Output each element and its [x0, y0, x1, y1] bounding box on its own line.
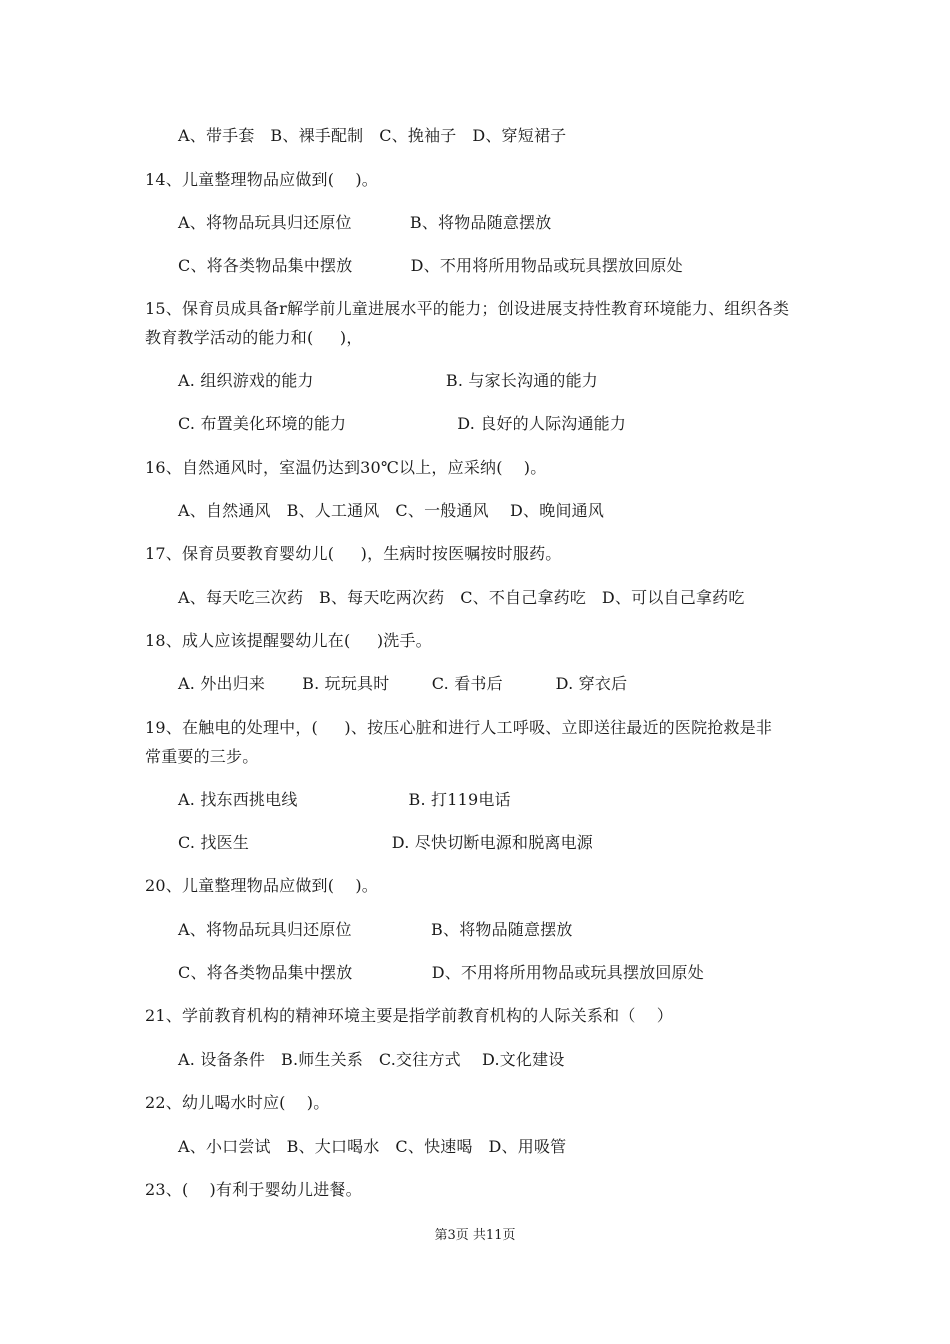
q20-options-ab: A、将物品玩具归还原位 B、将物品随意摆放: [178, 920, 573, 939]
q19-options-cd: C. 找医生 D. 尽快切断电源和脱离电源: [178, 833, 593, 852]
q21-text: 21、学前教育机构的精神环境主要是指学前教育机构的人际关系和（ ）: [145, 1006, 673, 1025]
q13-options: A、带手套 B、裸手配制 C、挽袖子 D、穿短裙子: [178, 126, 567, 145]
q15-text-line1: 15、保育员成具备r解学前儿童进展水平的能力；创设进展支持性教育环境能力、组织各类: [145, 299, 790, 318]
q19-options-ab: A. 找东西挑电线 B. 打119电话: [178, 790, 511, 809]
q17-options: A、每天吃三次药 B、每天吃两次药 C、不自己拿药吃 D、可以自己拿药吃: [178, 588, 745, 607]
page-number-footer: 第3页 共11页: [434, 1228, 516, 1243]
q15-text-line2: 教育教学活动的能力和( )，: [145, 328, 363, 347]
q16-text: 16、自然通风时，室温仍达到30℃以上，应采纳( )。: [145, 458, 547, 477]
q21-options: A. 设备条件 B.师生关系 C.交往方式 D.文化建设: [178, 1050, 565, 1069]
q22-options: A、小口尝试 B、大口喝水 C、快速喝 D、用吸管: [178, 1137, 567, 1156]
q20-text: 20、儿童整理物品应做到( )。: [145, 876, 378, 895]
q19-text-line1: 19、在触电的处理中，( )、按压心脏和进行人工呼吸、立即送往最近的医院抢救是非: [145, 718, 773, 737]
q15-options-cd: C. 布置美化环境的能力 D. 良好的人际沟通能力: [178, 414, 627, 433]
q18-text: 18、成人应该提醒婴幼儿在( )洗手。: [145, 631, 432, 650]
q22-text: 22、幼儿喝水时应( )。: [145, 1093, 330, 1112]
q14-options-ab: A、将物品玩具归还原位 B、将物品随意摆放: [178, 213, 552, 232]
q23-text: 23、( )有利于婴幼儿进餐。: [145, 1180, 362, 1199]
q15-options-ab: A. 组织游戏的能力 B. 与家长沟通的能力: [178, 371, 599, 390]
q14-text: 14、儿童整理物品应做到( )。: [145, 170, 378, 189]
q16-options: A、自然通风 B、人工通风 C、一般通风 D、晚间通风: [178, 501, 605, 520]
q20-options-cd: C、将各类物品集中摆放 D、不用将所用物品或玩具摆放回原处: [178, 963, 704, 982]
q18-options: A. 外出归来 B. 玩玩具时 C. 看书后 D. 穿衣后: [178, 674, 628, 693]
q19-text-line2: 常重要的三步。: [145, 747, 259, 766]
q17-text: 17、保育员要教育婴幼儿( )，生病时按医嘱按时服药。: [145, 544, 562, 563]
q14-options-cd: C、将各类物品集中摆放 D、不用将所用物品或玩具摆放回原处: [178, 256, 683, 275]
